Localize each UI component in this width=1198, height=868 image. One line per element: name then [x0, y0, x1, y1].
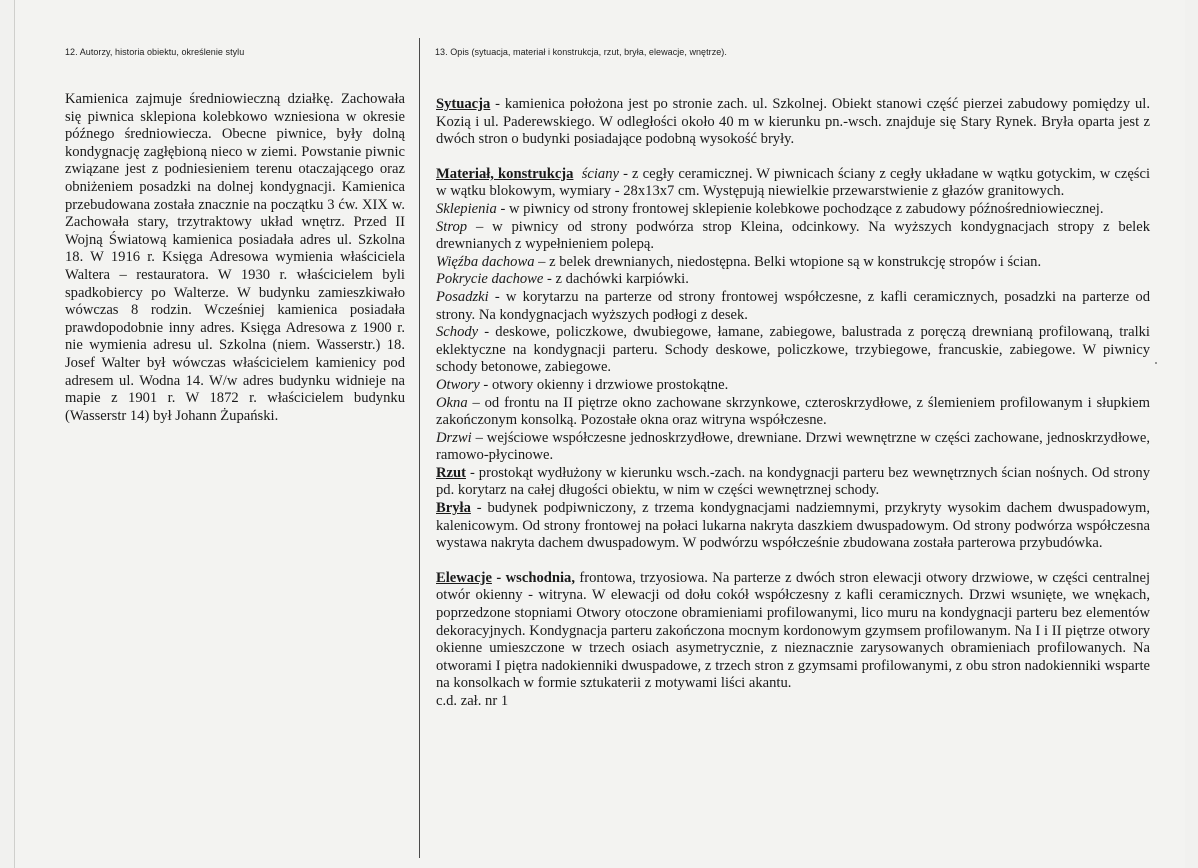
term-text: – od frontu na II piętrze okno zachowane skrzynkowe, czteroskrzydłowe, z ślemieniem profilowanym i słupkiem zakończonym konsolką. Pozostałe okna oraz witryna współczesne. — [436, 394, 1150, 429]
material-item — [436, 324, 1150, 377]
material-item — [436, 377, 1150, 395]
text-sytuacja: - kamienica położona jest po stronie zach. ul. Szkolnej. Obiekt stanowi część pierzei zabudowy pomiędzy ul. Kozią i ul. Paderewskiego. W odległości około 40 m w kierunku pn.-wsch. znajduje się Stary Rynek. Bryła oparta jest z dwóch stron o budynki posiadające podobną wysokość bryły. — [436, 96, 1150, 148]
elewacje-bold: - wschodnia, — [491, 569, 575, 586]
term: ściany — [581, 165, 619, 182]
material-item — [436, 254, 1150, 272]
label-sytuacja: Sytuacja — [436, 96, 491, 112]
scan-speck — [1155, 362, 1157, 364]
material-item — [436, 219, 1150, 254]
material-item — [436, 289, 1150, 324]
term: Posadzki — [436, 288, 489, 305]
document-sheet — [14, 0, 1185, 868]
term-text: - otwory okienny i drzwiowe prostokątne. — [479, 376, 729, 393]
material-item — [436, 430, 1150, 465]
label-rzut: Rzut — [436, 464, 466, 481]
term-text: - z dachówki karpiówki. — [543, 271, 689, 288]
text-elewacje: frontowa, trzyosiowa. Na parterze z dwóch stron elewacji otwory drzwiowe, w części centralnej otwór okienny - witryna. W elewacji od dołu cokół współczesny z kafli ceramicznych. Drzwi wsunięte, we wnękach, poprzedzone stopniami Otwory otoczone obramieniami profilowanymi, lico muru na kondygnacji parteru bez elementów dekoracyjnych. Kondygnacja parteru zakończona mocnym kordonowym gzymsem profilowanym. Na I i II piętrze otwory okienne umieszczone w trzech osiach asymetrycznie, z nieznacznie zarysowanych obramieniach profilowanych. Na otworami I piętra nadokienniki dwuspadowe, z trzech stron z gzymsami profilowanymi, z obu stron nadokienniki wsparte na konsolkach w formie sztukaterii z motywami liści akantu. — [436, 569, 1150, 692]
term-text: – w piwnicy od strony podwórza strop Kleina, odcinkowy. Na wyższych kondygnacjach stropy z belek drewnianych z wypełnieniem polepą. — [436, 218, 1150, 253]
description-column — [436, 96, 1150, 711]
section-material — [436, 166, 1150, 465]
material-item — [436, 395, 1150, 430]
history-column — [65, 91, 405, 425]
term: Otwory — [436, 376, 480, 393]
section-header-authors-history: 12. Autorzy, historia obiektu, określenie stylu — [65, 47, 245, 57]
section-header-description: 13. Opis (sytuacja, materiał i konstrukcja, rzut, bryła, elewacje, wnętrze). — [435, 47, 727, 57]
section-bryla — [436, 500, 1150, 553]
text-bryla: - budynek podpiwniczony, z trzema kondygnacjami nadziemnymi, przykryty wysokim dachem dwuspadowym, kalenicowym. Od strony frontowej na połaci lukarna nakryta daszkiem dwuspadowym. Od strony podwórza współczesna wystawa nakryta dachem dwuspadowym. W podwórzu współcześnie zbudowana została parterowa przybudówka. — [436, 500, 1150, 552]
label-material: Materiał, konstrukcja — [436, 165, 574, 182]
term-text: – z belek drewnianych, niedostępna. Belki wtopione są w konstrukcję stropów i ścian. — [534, 253, 1042, 270]
term: Strop — [436, 218, 468, 235]
term-text: - w piwnicy od strony frontowej sklepienie kolebkowe pochodzące z zabudowy późnośredniowiecznej. — [496, 200, 1104, 217]
material-item — [436, 166, 1150, 201]
column-divider — [419, 38, 420, 858]
label-bryla: Bryła — [436, 500, 471, 517]
section-sytuacja — [436, 96, 1150, 149]
section-rzut — [436, 465, 1150, 500]
term: Sklepienia — [436, 200, 497, 217]
term: Okna — [436, 394, 468, 411]
term-text: - deskowe, policzkowe, dwubiegowe, łamane, zabiegowe, balustrada z poręczą drewnianą profilowaną, tralki eklektyczne na kondygnacji parteru. Schody deskowe, policzkowe, trzybiegowe, francuskie, zabiegowe. W piwnicy schody betonowe, zabiegowe. — [436, 324, 1150, 376]
elewacje-paragraph — [436, 570, 1150, 693]
material-item — [436, 271, 1150, 289]
term-text: - z cegły ceramicznej. W piwnicach ściany z cegły układane w wątku gotyckim, w części w wątku blokowym, wymiary - 28x13x7 cm. Występują niewielkie przewarstwienie z głazów granitowych. — [436, 165, 1151, 200]
label-elewacje: Elewacje — [436, 569, 492, 586]
text-rzut: - prostokąt wydłużony w kierunku wsch.-zach. na kondygnacji parteru bez wewnętrznych ścian nośnych. Od strony pd. korytarz na całej długości obiektu, w nim w części wewnętrznej schody. — [436, 464, 1150, 499]
continuation-note: c.d. zał. nr 1 — [436, 693, 509, 709]
term-text: – wejściowe współczesne jednoskrzydłowe, drewniane. Drzwi wewnętrzne w części zachowane, jednoskrzydłowe, ramowo-płycinowe. — [436, 429, 1150, 464]
section-elewacje — [436, 570, 1150, 711]
term: Więźba dachowa — [436, 253, 535, 270]
history-text: Kamienica zajmuje średniowieczną działkę. Zachowała się piwnica sklepiona kolebkowo wzniesiona w okresie późnego średniowiecza. Obecne piwnice, były dolną kondygnację zagłębioną nieco w ziemi. Powstanie piwnic związane jest z podniesieniem terenu otaczającego oraz obniżeniem posadzki na dolnej kondygnacji. Kamienica przebudowana została znacznie na początku 3 ćw. XIX w. Zachowała stary, trzytraktowy układ wnętrz. Przed II Wojną Światową kamienica posiadała adres ul. Szkolna 18. W 1916 r. Księga Adresowa wymienia właściciela Waltera – restauratora. W 1930 r. właścicielem byli spadkobiercy po Walterze. W budynku zamieszkiwało wówczas 8 rodzin. Wcześniej kamienica posiadała prawdopodobnie inny adres. Księga Adresowa z 1900 r. nie wymienia adresu ul. Szkolna (niem. Wasserstr.) 18. Josef Walter był wówczas właścicielem kamienicy pod adresem ul. Wodna 14. W/w adres budynku widnieje na mapie z 1901 r. W 1872 r. właścicielem budynku (Wasserstr 14) był Johann Żupański. — [65, 91, 405, 424]
term-text: - w korytarzu na parterze od strony frontowej współczesne, z kafli ceramicznych, posadzki na parterze od strony. Na kondygnacjach wyższych podłogi z desek. — [436, 288, 1150, 323]
term: Pokrycie dachowe — [436, 271, 544, 288]
material-item — [436, 201, 1150, 219]
term: Schody — [436, 324, 479, 341]
term: Drzwi — [436, 429, 472, 446]
